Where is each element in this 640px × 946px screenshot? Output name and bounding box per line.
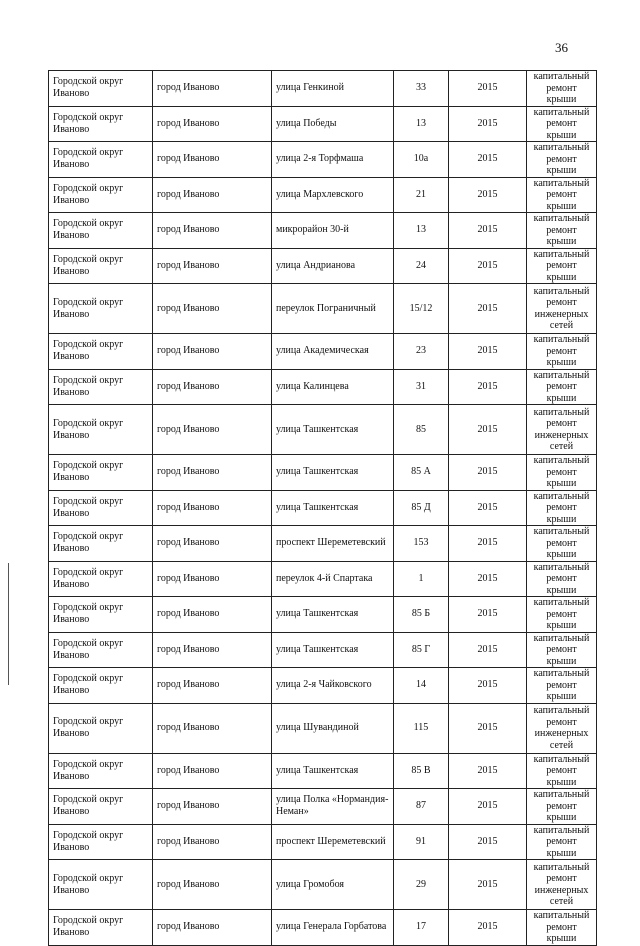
building-number-cell: 115: [394, 703, 449, 753]
street-cell: улица 2-я Торфмаша: [272, 142, 394, 178]
street-cell: улица Победы: [272, 106, 394, 142]
year-cell: 2015: [449, 71, 527, 107]
work-type-cell: капитальный ремонт крыши: [527, 213, 597, 249]
work-type-cell: капитальный ремонт крыши: [527, 177, 597, 213]
district-cell: Городской округ Иваново: [49, 106, 153, 142]
year-cell: 2015: [449, 490, 527, 526]
street-cell: улица Ташкентская: [272, 405, 394, 455]
year-cell: 2015: [449, 632, 527, 668]
building-number-cell: 1: [394, 561, 449, 597]
city-cell: город Иваново: [153, 213, 272, 249]
year-cell: 2015: [449, 753, 527, 789]
year-cell: 2015: [449, 860, 527, 910]
district-cell: Городской округ Иваново: [49, 455, 153, 491]
work-type-cell: капитальный ремонт крыши: [527, 824, 597, 860]
city-cell: город Иваново: [153, 753, 272, 789]
building-number-cell: 87: [394, 789, 449, 825]
street-cell: улица Ташкентская: [272, 753, 394, 789]
street-cell: улица Ташкентская: [272, 455, 394, 491]
table-row: [49, 526, 597, 562]
table-row: [49, 490, 597, 526]
year-cell: 2015: [449, 455, 527, 491]
city-cell: город Иваново: [153, 71, 272, 107]
building-number-cell: 85 Г: [394, 632, 449, 668]
building-number-cell: 13: [394, 106, 449, 142]
work-type-cell: капитальный ремонт инженерных сетей: [527, 860, 597, 910]
district-cell: Городской округ Иваново: [49, 284, 153, 334]
street-cell: улица Мархлевского: [272, 177, 394, 213]
district-cell: Городской округ Иваново: [49, 824, 153, 860]
building-number-cell: 15/12: [394, 284, 449, 334]
street-cell: улица Андрианова: [272, 248, 394, 284]
year-cell: 2015: [449, 177, 527, 213]
district-cell: Городской округ Иваново: [49, 632, 153, 668]
street-cell: улица Академическая: [272, 334, 394, 370]
city-cell: город Иваново: [153, 632, 272, 668]
table-row: [49, 248, 597, 284]
year-cell: 2015: [449, 334, 527, 370]
year-cell: 2015: [449, 526, 527, 562]
table-row: [49, 910, 597, 946]
city-cell: город Иваново: [153, 142, 272, 178]
year-cell: 2015: [449, 284, 527, 334]
city-cell: город Иваново: [153, 789, 272, 825]
district-cell: Городской округ Иваново: [49, 910, 153, 946]
work-type-cell: капитальный ремонт крыши: [527, 789, 597, 825]
work-type-cell: капитальный ремонт крыши: [527, 910, 597, 946]
table-row: [49, 824, 597, 860]
year-cell: 2015: [449, 910, 527, 946]
city-cell: город Иваново: [153, 860, 272, 910]
table-row: [49, 405, 597, 455]
district-cell: Городской округ Иваново: [49, 490, 153, 526]
building-number-cell: 31: [394, 369, 449, 405]
district-cell: Городской округ Иваново: [49, 177, 153, 213]
street-cell: улица Генкиной: [272, 71, 394, 107]
district-cell: Городской округ Иваново: [49, 597, 153, 633]
district-cell: Городской округ Иваново: [49, 703, 153, 753]
district-cell: Городской округ Иваново: [49, 753, 153, 789]
city-cell: город Иваново: [153, 405, 272, 455]
work-type-cell: капитальный ремонт крыши: [527, 71, 597, 107]
year-cell: 2015: [449, 789, 527, 825]
year-cell: 2015: [449, 561, 527, 597]
street-cell: переулок Пограничный: [272, 284, 394, 334]
street-cell: улица Ташкентская: [272, 632, 394, 668]
street-cell: улица Громобоя: [272, 860, 394, 910]
city-cell: город Иваново: [153, 824, 272, 860]
street-cell: улица Шувандиной: [272, 703, 394, 753]
district-cell: Городской округ Иваново: [49, 369, 153, 405]
district-cell: Городской округ Иваново: [49, 526, 153, 562]
table-row: [49, 703, 597, 753]
table-row: [49, 597, 597, 633]
street-cell: улица 2-я Чайковского: [272, 668, 394, 704]
table-row: [49, 284, 597, 334]
building-number-cell: 91: [394, 824, 449, 860]
building-number-cell: 85 А: [394, 455, 449, 491]
building-number-cell: 29: [394, 860, 449, 910]
table-row: [49, 106, 597, 142]
repair-registry-table: [48, 70, 597, 946]
work-type-cell: капитальный ремонт инженерных сетей: [527, 284, 597, 334]
building-number-cell: 85: [394, 405, 449, 455]
district-cell: Городской округ Иваново: [49, 142, 153, 178]
building-number-cell: 10а: [394, 142, 449, 178]
work-type-cell: капитальный ремонт крыши: [527, 455, 597, 491]
work-type-cell: капитальный ремонт крыши: [527, 248, 597, 284]
table-row: [49, 369, 597, 405]
street-cell: улица Ташкентская: [272, 490, 394, 526]
work-type-cell: капитальный ремонт крыши: [527, 369, 597, 405]
year-cell: 2015: [449, 405, 527, 455]
work-type-cell: капитальный ремонт крыши: [527, 490, 597, 526]
table-row: [49, 668, 597, 704]
work-type-cell: капитальный ремонт крыши: [527, 597, 597, 633]
table-row: [49, 177, 597, 213]
registry-table-body: [49, 71, 597, 946]
city-cell: город Иваново: [153, 177, 272, 213]
table-row: [49, 753, 597, 789]
city-cell: город Иваново: [153, 490, 272, 526]
building-number-cell: 24: [394, 248, 449, 284]
city-cell: город Иваново: [153, 526, 272, 562]
street-cell: улица Полка «Нормандия-Неман»: [272, 789, 394, 825]
work-type-cell: капитальный ремонт инженерных сетей: [527, 703, 597, 753]
work-type-cell: капитальный ремонт инженерных сетей: [527, 405, 597, 455]
district-cell: Городской округ Иваново: [49, 248, 153, 284]
scan-margin-line: [8, 563, 9, 685]
district-cell: Городской округ Иваново: [49, 213, 153, 249]
building-number-cell: 13: [394, 213, 449, 249]
city-cell: город Иваново: [153, 248, 272, 284]
year-cell: 2015: [449, 369, 527, 405]
street-cell: проспект Шереметевский: [272, 526, 394, 562]
street-cell: проспект Шереметевский: [272, 824, 394, 860]
district-cell: Городской округ Иваново: [49, 334, 153, 370]
building-number-cell: 21: [394, 177, 449, 213]
work-type-cell: капитальный ремонт крыши: [527, 753, 597, 789]
table-row: [49, 334, 597, 370]
table-row: [49, 213, 597, 249]
building-number-cell: 85 Д: [394, 490, 449, 526]
table-row: [49, 632, 597, 668]
street-cell: улица Калинцева: [272, 369, 394, 405]
year-cell: 2015: [449, 597, 527, 633]
street-cell: микрорайон 30-й: [272, 213, 394, 249]
year-cell: 2015: [449, 213, 527, 249]
table-row: [49, 561, 597, 597]
city-cell: город Иваново: [153, 455, 272, 491]
district-cell: Городской округ Иваново: [49, 860, 153, 910]
work-type-cell: капитальный ремонт крыши: [527, 526, 597, 562]
city-cell: город Иваново: [153, 106, 272, 142]
year-cell: 2015: [449, 142, 527, 178]
table-row: [49, 789, 597, 825]
year-cell: 2015: [449, 106, 527, 142]
street-cell: переулок 4-й Спартака: [272, 561, 394, 597]
work-type-cell: капитальный ремонт крыши: [527, 632, 597, 668]
building-number-cell: 14: [394, 668, 449, 704]
work-type-cell: капитальный ремонт крыши: [527, 142, 597, 178]
city-cell: город Иваново: [153, 284, 272, 334]
table-row: [49, 71, 597, 107]
street-cell: улица Генерала Горбатова: [272, 910, 394, 946]
building-number-cell: 85 В: [394, 753, 449, 789]
year-cell: 2015: [449, 703, 527, 753]
city-cell: город Иваново: [153, 703, 272, 753]
city-cell: город Иваново: [153, 668, 272, 704]
table-row: [49, 860, 597, 910]
district-cell: Городской округ Иваново: [49, 668, 153, 704]
table-row: [49, 455, 597, 491]
building-number-cell: 17: [394, 910, 449, 946]
work-type-cell: капитальный ремонт крыши: [527, 668, 597, 704]
district-cell: Городской округ Иваново: [49, 789, 153, 825]
city-cell: город Иваново: [153, 334, 272, 370]
building-number-cell: 153: [394, 526, 449, 562]
district-cell: Городской округ Иваново: [49, 561, 153, 597]
building-number-cell: 33: [394, 71, 449, 107]
district-cell: Городской округ Иваново: [49, 405, 153, 455]
building-number-cell: 85 Б: [394, 597, 449, 633]
year-cell: 2015: [449, 668, 527, 704]
year-cell: 2015: [449, 824, 527, 860]
city-cell: город Иваново: [153, 910, 272, 946]
work-type-cell: капитальный ремонт крыши: [527, 334, 597, 370]
city-cell: город Иваново: [153, 597, 272, 633]
page-number: 36: [555, 40, 568, 55]
district-cell: Городской округ Иваново: [49, 71, 153, 107]
street-cell: улица Ташкентская: [272, 597, 394, 633]
work-type-cell: капитальный ремонт крыши: [527, 561, 597, 597]
city-cell: город Иваново: [153, 369, 272, 405]
table-row: [49, 142, 597, 178]
year-cell: 2015: [449, 248, 527, 284]
work-type-cell: капитальный ремонт крыши: [527, 106, 597, 142]
building-number-cell: 23: [394, 334, 449, 370]
city-cell: город Иваново: [153, 561, 272, 597]
